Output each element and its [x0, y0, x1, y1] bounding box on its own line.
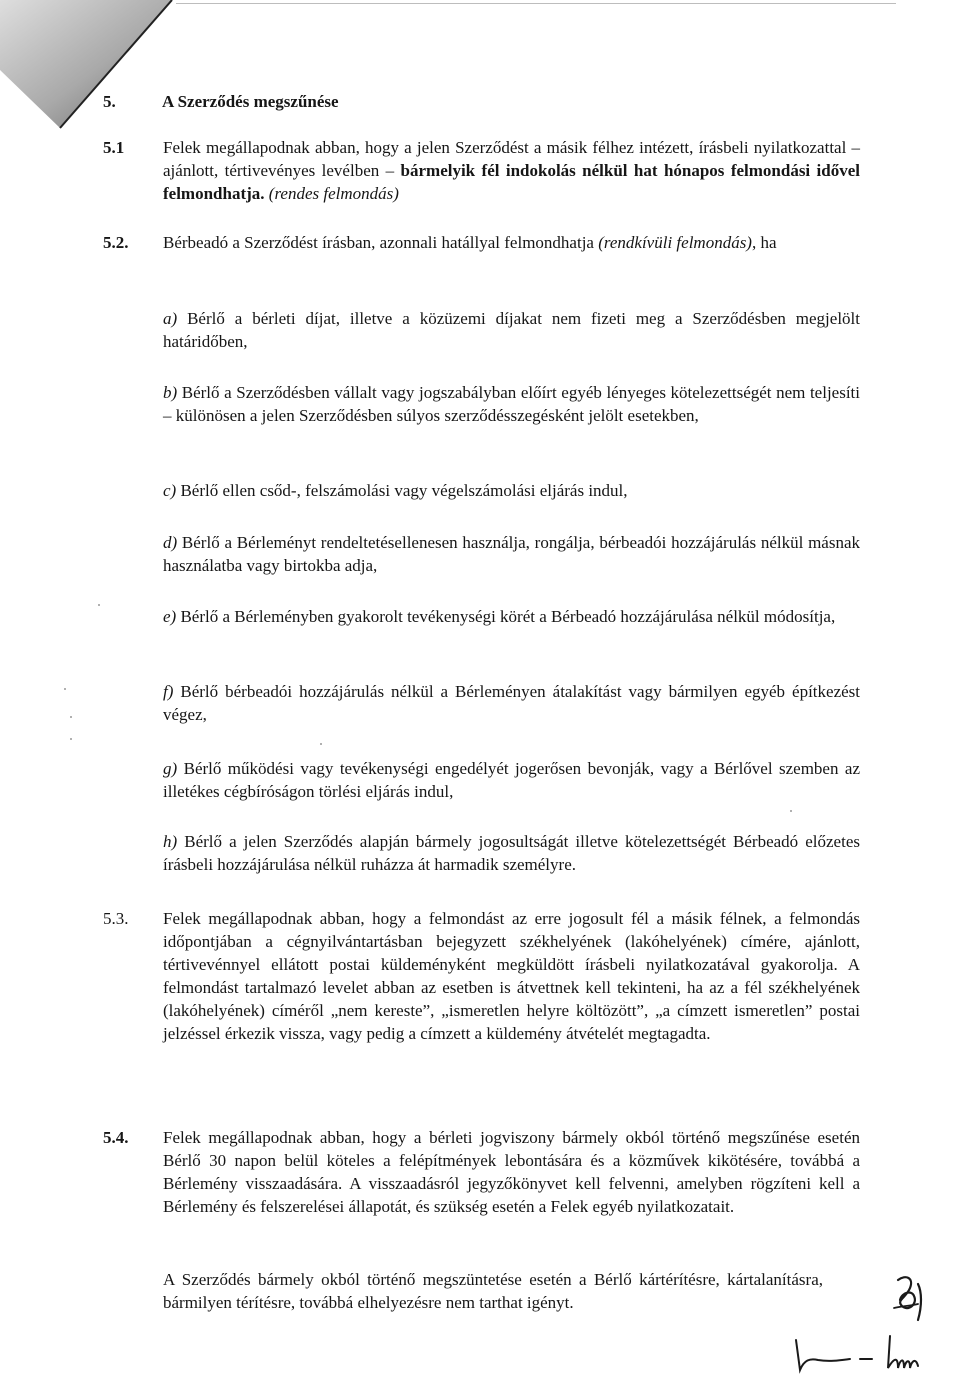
list-item-text: Bérlő a Bérleményt rendeltetésellenesen használja, rongálja, bérbeadói hozzájárulás nélkül másnak használatba vagy birtokba adja, [163, 533, 860, 575]
list-item-text: Bérlő a Szerződésben vállalt vagy jogszabályban előírt egyéb lényeges kötelezettségét nem teljesíti – különösen a jelen Szerződésben súlyos szerződésszegésként jelölt esetekben, [163, 383, 861, 425]
list-item-text: Bérlő működési vagy tevékenységi engedélyét jogerősen bevonják, vagy a Bérlővel szemben az illetékes cégbíróságon törlési eljárás indul, [163, 759, 860, 801]
list-item-text: Bérlő a Bérleményben gyakorolt tevékenységi körét a Bérbeadó hozzájárulása nélkül módosítja, [180, 607, 836, 626]
section-number: 5. [103, 92, 116, 111]
list-item-label: b) [163, 383, 178, 402]
clause-number-5-4: 5.4. [103, 1128, 129, 1147]
list-item-text: Bérlő a jelen Szerződés alapján bármely jogosultságát illetve kötelezettségét Bérbeadó előzetes írásbeli hozzájárulása nélkül ruházza át harmadik személyre. [163, 832, 860, 874]
list-item-text: Bérlő a bérleti díjat, illetve a közüzemi díjakat nem fizeti meg a Szerződésben megjelölt határidőben, [163, 309, 860, 351]
folded-corner-shadow [0, 0, 180, 140]
clause-5-1-bold-text: bármelyik fél indokolás nélkül hat hónapos felmondási idővel felmondhatja. [163, 161, 860, 203]
scan-speck [70, 738, 72, 740]
list-item-a [163, 307, 860, 353]
clause-5-2-text: Bérbeadó a Szerződést írásban, azonnali hatállyal felmondhatja [163, 233, 599, 252]
clause-5-4-text: Felek megállapodnak abban, hogy a bérleti jogviszony bármely okból történő megszűnése esetén Bérlő 30 napon belül köteles a felépítmények lebontására és a közművek kikötésére, továbbá a Bérlemény visszaadására. A visszaadásról jegyzőkönyvet kell felvenni, amelyben rögzíteni kell a Bérlemény és felszerelései állapotát, és szükség esetén a Felek egyéb nyilatkozatait. [163, 1128, 860, 1216]
list-item-label: g) [163, 759, 178, 778]
handwritten-initials-right [888, 1270, 948, 1328]
list-item-h [163, 830, 860, 876]
list-item-e [163, 605, 860, 628]
list-item-b [163, 381, 860, 427]
clause-number-5-3: 5.3. [103, 909, 129, 928]
clause-5-2-italic-note: (rendkívüli felmondás) [598, 233, 752, 252]
scan-speck [64, 688, 66, 690]
list-item-label: e) [163, 607, 177, 626]
clause-5-4-closing-text: A Szerződés bármely okból történő megszüntetése esetén a Bérlő kártérítésre, kártalanításra, bármilyen térítésre, továbbá elhelyezésre nem tarthat igényt. [163, 1270, 823, 1312]
list-item-label: d) [163, 533, 178, 552]
clause-number-5-1: 5.1 [103, 138, 125, 157]
section-heading [103, 90, 339, 113]
list-item-label: a) [163, 309, 178, 328]
clause-5-1-italic-note: (rendes felmondás) [268, 184, 399, 203]
scan-speck [70, 716, 72, 718]
clause-5-1-text: Felek megállapodnak abban, hogy a jelen Szerződést a másik félhez intézett, írásbeli nyilatkozattal – ajánlott, tértivevényes levélben – [163, 138, 860, 180]
clause-5-4-closing [163, 1268, 823, 1314]
scan-speck [790, 810, 792, 812]
scan-speck [98, 604, 100, 606]
section-title: A Szerződés megszűnése [162, 92, 339, 111]
clause-5-3 [163, 907, 860, 1045]
list-item-label: c) [163, 481, 177, 500]
list-item-text: Bérlő bérbeadói hozzájárulás nélkül a Bérleményen átalakítást vagy bármilyen egyéb építkezést végez, [163, 682, 861, 724]
list-item-f [163, 680, 860, 726]
list-item-label: h) [163, 832, 178, 851]
clause-5-4 [163, 1126, 860, 1218]
handwritten-initials-bottom [790, 1330, 940, 1380]
list-item-label: f) [163, 682, 174, 701]
list-item-c [163, 479, 860, 502]
clause-5-2-text-end: , ha [751, 233, 777, 252]
clause-5-3-text: Felek megállapodnak abban, hogy a felmondást az erre jogosult fél a másik félnek, a felmondás időpontjában a cégnyilvántartásban bejegyzett székhelyének (lakóhelyének) címére, ajánlott, tértivevénnyel ellátott postai küldeményként megküldött írásbeli nyilatkozatával gyakorolja. A felmondást tartalmazó levelet abban az esetben is átvettnek kell tekinteni, ha az a fél székhelyének (lakóhelyének) címéről „nem kereste”, „ismeretlen helyre költözött”, „a címzett ismeretlen” postai jelzéssel érkezik vissza, vagy pedig a címzett a küldemény átvételét megtagadta. [163, 909, 860, 1043]
scan-speck [320, 743, 322, 745]
clause-number-5-2: 5.2. [103, 233, 129, 252]
list-item-d [163, 531, 860, 577]
list-item-text: Bérlő ellen csőd-, felszámolási vagy végelszámolási eljárás indul, [180, 481, 628, 500]
clause-5-1 [163, 136, 860, 205]
list-item-g [163, 757, 860, 803]
page-edge-line [176, 3, 896, 4]
clause-5-2-intro [163, 231, 860, 254]
